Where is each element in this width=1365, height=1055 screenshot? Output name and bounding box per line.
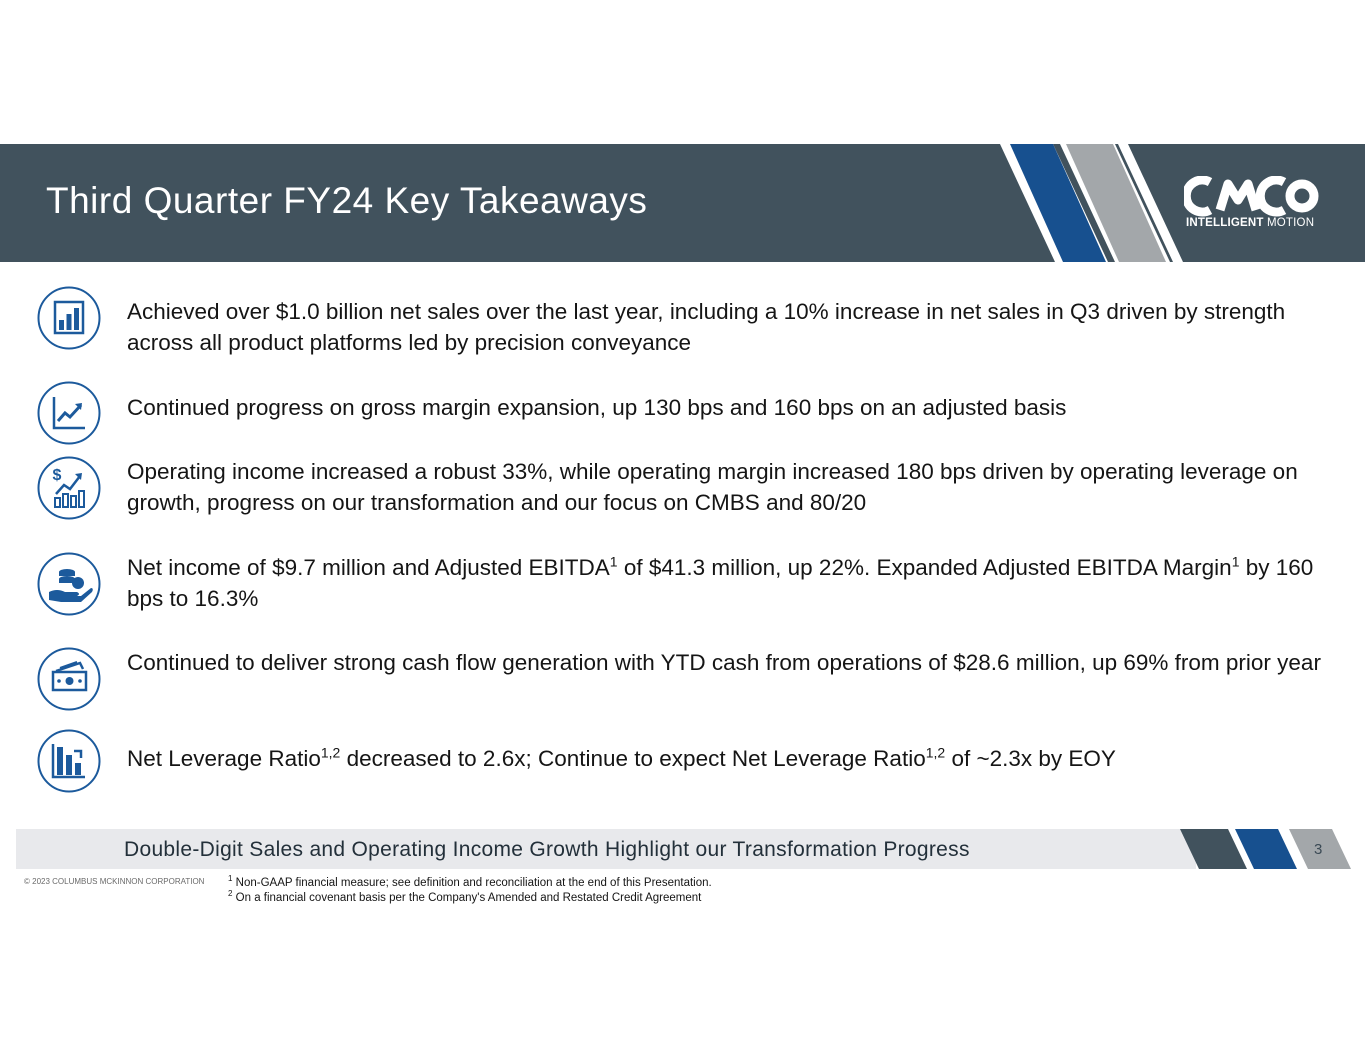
cash-icon bbox=[37, 647, 101, 711]
takeaway-text-part: Net Leverage Ratio bbox=[127, 746, 321, 771]
dollar-growth-icon bbox=[37, 456, 101, 520]
takeaway-text: Operating income increased a robust 33%, while operating margin increased 180 bps driven by operating leverage on growth, progress on our transformation and our focus on CMBS and 80/20 bbox=[127, 459, 1298, 515]
footnote-text: On a financial covenant basis per the Company's Amended and Restated Credit Agreement bbox=[235, 892, 702, 904]
svg-text:$: $ bbox=[52, 467, 62, 484]
takeaway-text-part: Net income of $9.7 million and Adjusted EBITDA bbox=[127, 555, 610, 580]
footnote-ref: 1 bbox=[1231, 553, 1240, 570]
page-number: 3 bbox=[1314, 841, 1323, 858]
takeaway-text-part: decreased to 2.6x; Continue to expect Net Leverage Ratio bbox=[340, 746, 926, 771]
footnote-text: Non-GAAP financial measure; see definition and reconciliation at the end of this Presentation. bbox=[235, 877, 712, 889]
header-bar bbox=[0, 144, 1365, 262]
footnote-ref: 1,2 bbox=[925, 744, 946, 761]
trend-line-icon bbox=[37, 381, 101, 445]
takeaway-text-part: by 160 bps to 16.3% bbox=[127, 555, 1314, 611]
takeaway-text: Achieved over $1.0 billion net sales over the last year, including a 10% increase in net sales in Q3 driven by strength across all product platforms led by precision conveyance bbox=[127, 299, 1286, 355]
footnote-2 bbox=[228, 889, 702, 904]
banner-stripes bbox=[1170, 829, 1365, 869]
footnote-ref: 1,2 bbox=[320, 744, 341, 761]
takeaway-text-part: of ~2.3x by EOY bbox=[945, 746, 1116, 771]
takeaway-text: Continued progress on gross margin expansion, up 130 bps and 160 bps on an adjusted basis bbox=[127, 395, 1067, 420]
takeaway-text bbox=[127, 743, 1327, 774]
summary-banner-text: Double-Digit Sales and Operating Income Growth Highlight our Transformation Progress bbox=[124, 838, 970, 861]
copyright-text: © 2023 COLUMBUS MCKINNON CORPORATION bbox=[24, 877, 205, 886]
footnote-mark: 2 bbox=[228, 889, 233, 899]
logo-tagline bbox=[1186, 217, 1314, 229]
logo-tagline-bold: INTELLIGENT bbox=[1186, 217, 1264, 229]
logo-tagline-light: MOTION bbox=[1267, 217, 1315, 229]
footnote-mark: 1 bbox=[228, 874, 233, 884]
footnote-1 bbox=[228, 874, 712, 889]
bar-chart-icon bbox=[37, 286, 101, 350]
takeaway-text-part: of $41.3 million, up 22%. Expanded Adjusted EBITDA Margin bbox=[617, 555, 1232, 580]
page-title: Third Quarter FY24 Key Takeaways bbox=[46, 180, 648, 221]
declining-bars-icon bbox=[37, 729, 101, 793]
takeaway-text bbox=[127, 552, 1327, 614]
hand-coins-icon bbox=[37, 552, 101, 616]
footnote-ref: 1 bbox=[609, 553, 618, 570]
takeaway-text: Continued to deliver strong cash flow generation with YTD cash from operations of $28.6 million, up 69% from prior year bbox=[127, 650, 1321, 675]
